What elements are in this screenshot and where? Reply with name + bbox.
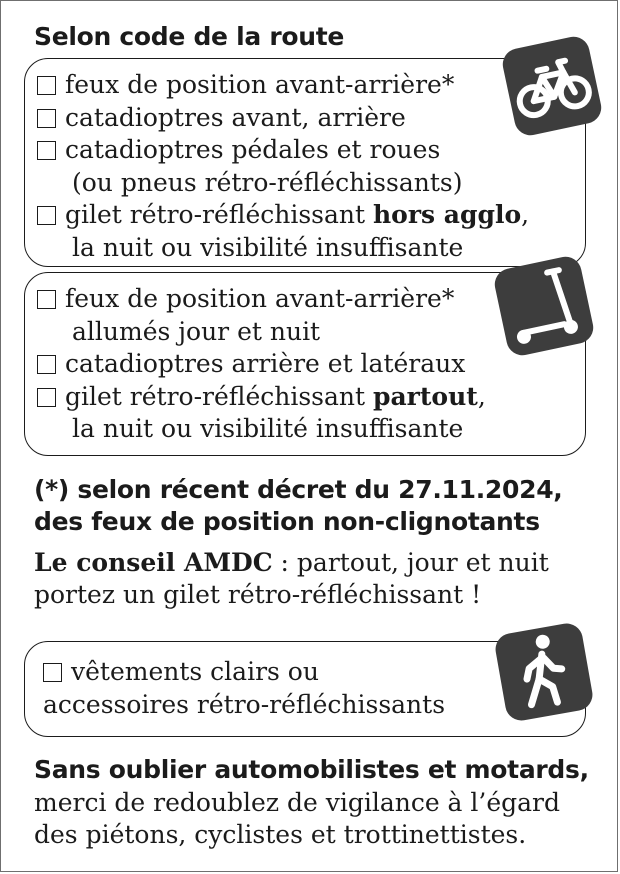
checkbox[interactable]	[37, 76, 56, 95]
scooter-item-vest-cont: la nuit ou visibilité insuffisante	[72, 414, 464, 443]
bicycle-item-reflectors: catadioptres avant, arrière	[37, 102, 529, 135]
bicycle-item-pedal-reflectors: catadioptres pédales et roues	[37, 134, 529, 167]
final-message-line2: merci de redoublez de vigilance à l’égard	[34, 787, 561, 817]
pedestrian-icon	[493, 621, 595, 723]
checkbox[interactable]	[37, 109, 56, 128]
pedestrian-item-clothing: vêtements clairs ou	[43, 656, 445, 689]
scooter-item-lights: feux de position avant-arrière*	[37, 283, 486, 316]
decree-note-line1: (*) selon récent décret du 27.11.2024,	[34, 475, 563, 504]
amdc-advice-line2: portez un gilet rétro-réfléchissant !	[34, 580, 482, 609]
checkbox[interactable]	[37, 206, 56, 225]
scooter-item-vest: gilet rétro-réfléchissant partout,	[37, 381, 486, 414]
amdc-advice	[34, 547, 549, 611]
bicycle-item-lights: feux de position avant-arrière*	[37, 69, 529, 102]
bicycle-icon	[500, 34, 604, 138]
kick-scooter-icon	[492, 254, 596, 358]
checkbox[interactable]	[37, 355, 56, 374]
checkbox[interactable]	[37, 141, 56, 160]
bicycle-item-vest: gilet rétro-réfléchissant hors agglo,	[37, 199, 529, 232]
amdc-advice-line1: Le conseil AMDC : partout, jour et nuit	[34, 548, 549, 577]
bicycle-requirements-box	[24, 58, 586, 267]
pedestrian-requirements-list	[43, 656, 445, 721]
page-title: Selon code de la route	[34, 22, 345, 51]
checkbox[interactable]	[37, 290, 56, 309]
checkbox[interactable]	[43, 663, 62, 682]
final-message-line3: des piétons, cyclistes et trottinettistes.	[34, 820, 527, 849]
decree-note	[34, 474, 562, 538]
scooter-requirements-list	[37, 283, 486, 446]
final-message	[34, 754, 589, 852]
scooter-item-reflectors: catadioptres arrière et latéraux	[37, 348, 486, 381]
pedestrian-item-clothing-cont: accessoires rétro-réfléchissants	[43, 689, 446, 719]
bicycle-item-vest-cont: la nuit ou visibilité insuffisante	[72, 232, 464, 262]
bicycle-item-pedal-reflectors-cont: (ou pneus rétro-réfléchissants)	[72, 167, 463, 197]
bicycle-requirements-list	[37, 69, 529, 264]
checkbox[interactable]	[37, 388, 56, 407]
scooter-item-lights-cont: allumés jour et nuit	[72, 316, 321, 346]
final-message-line1: Sans oublier automobilistes et motards,	[34, 755, 589, 784]
decree-note-line2: des feux de position non-clignotants	[34, 507, 540, 536]
